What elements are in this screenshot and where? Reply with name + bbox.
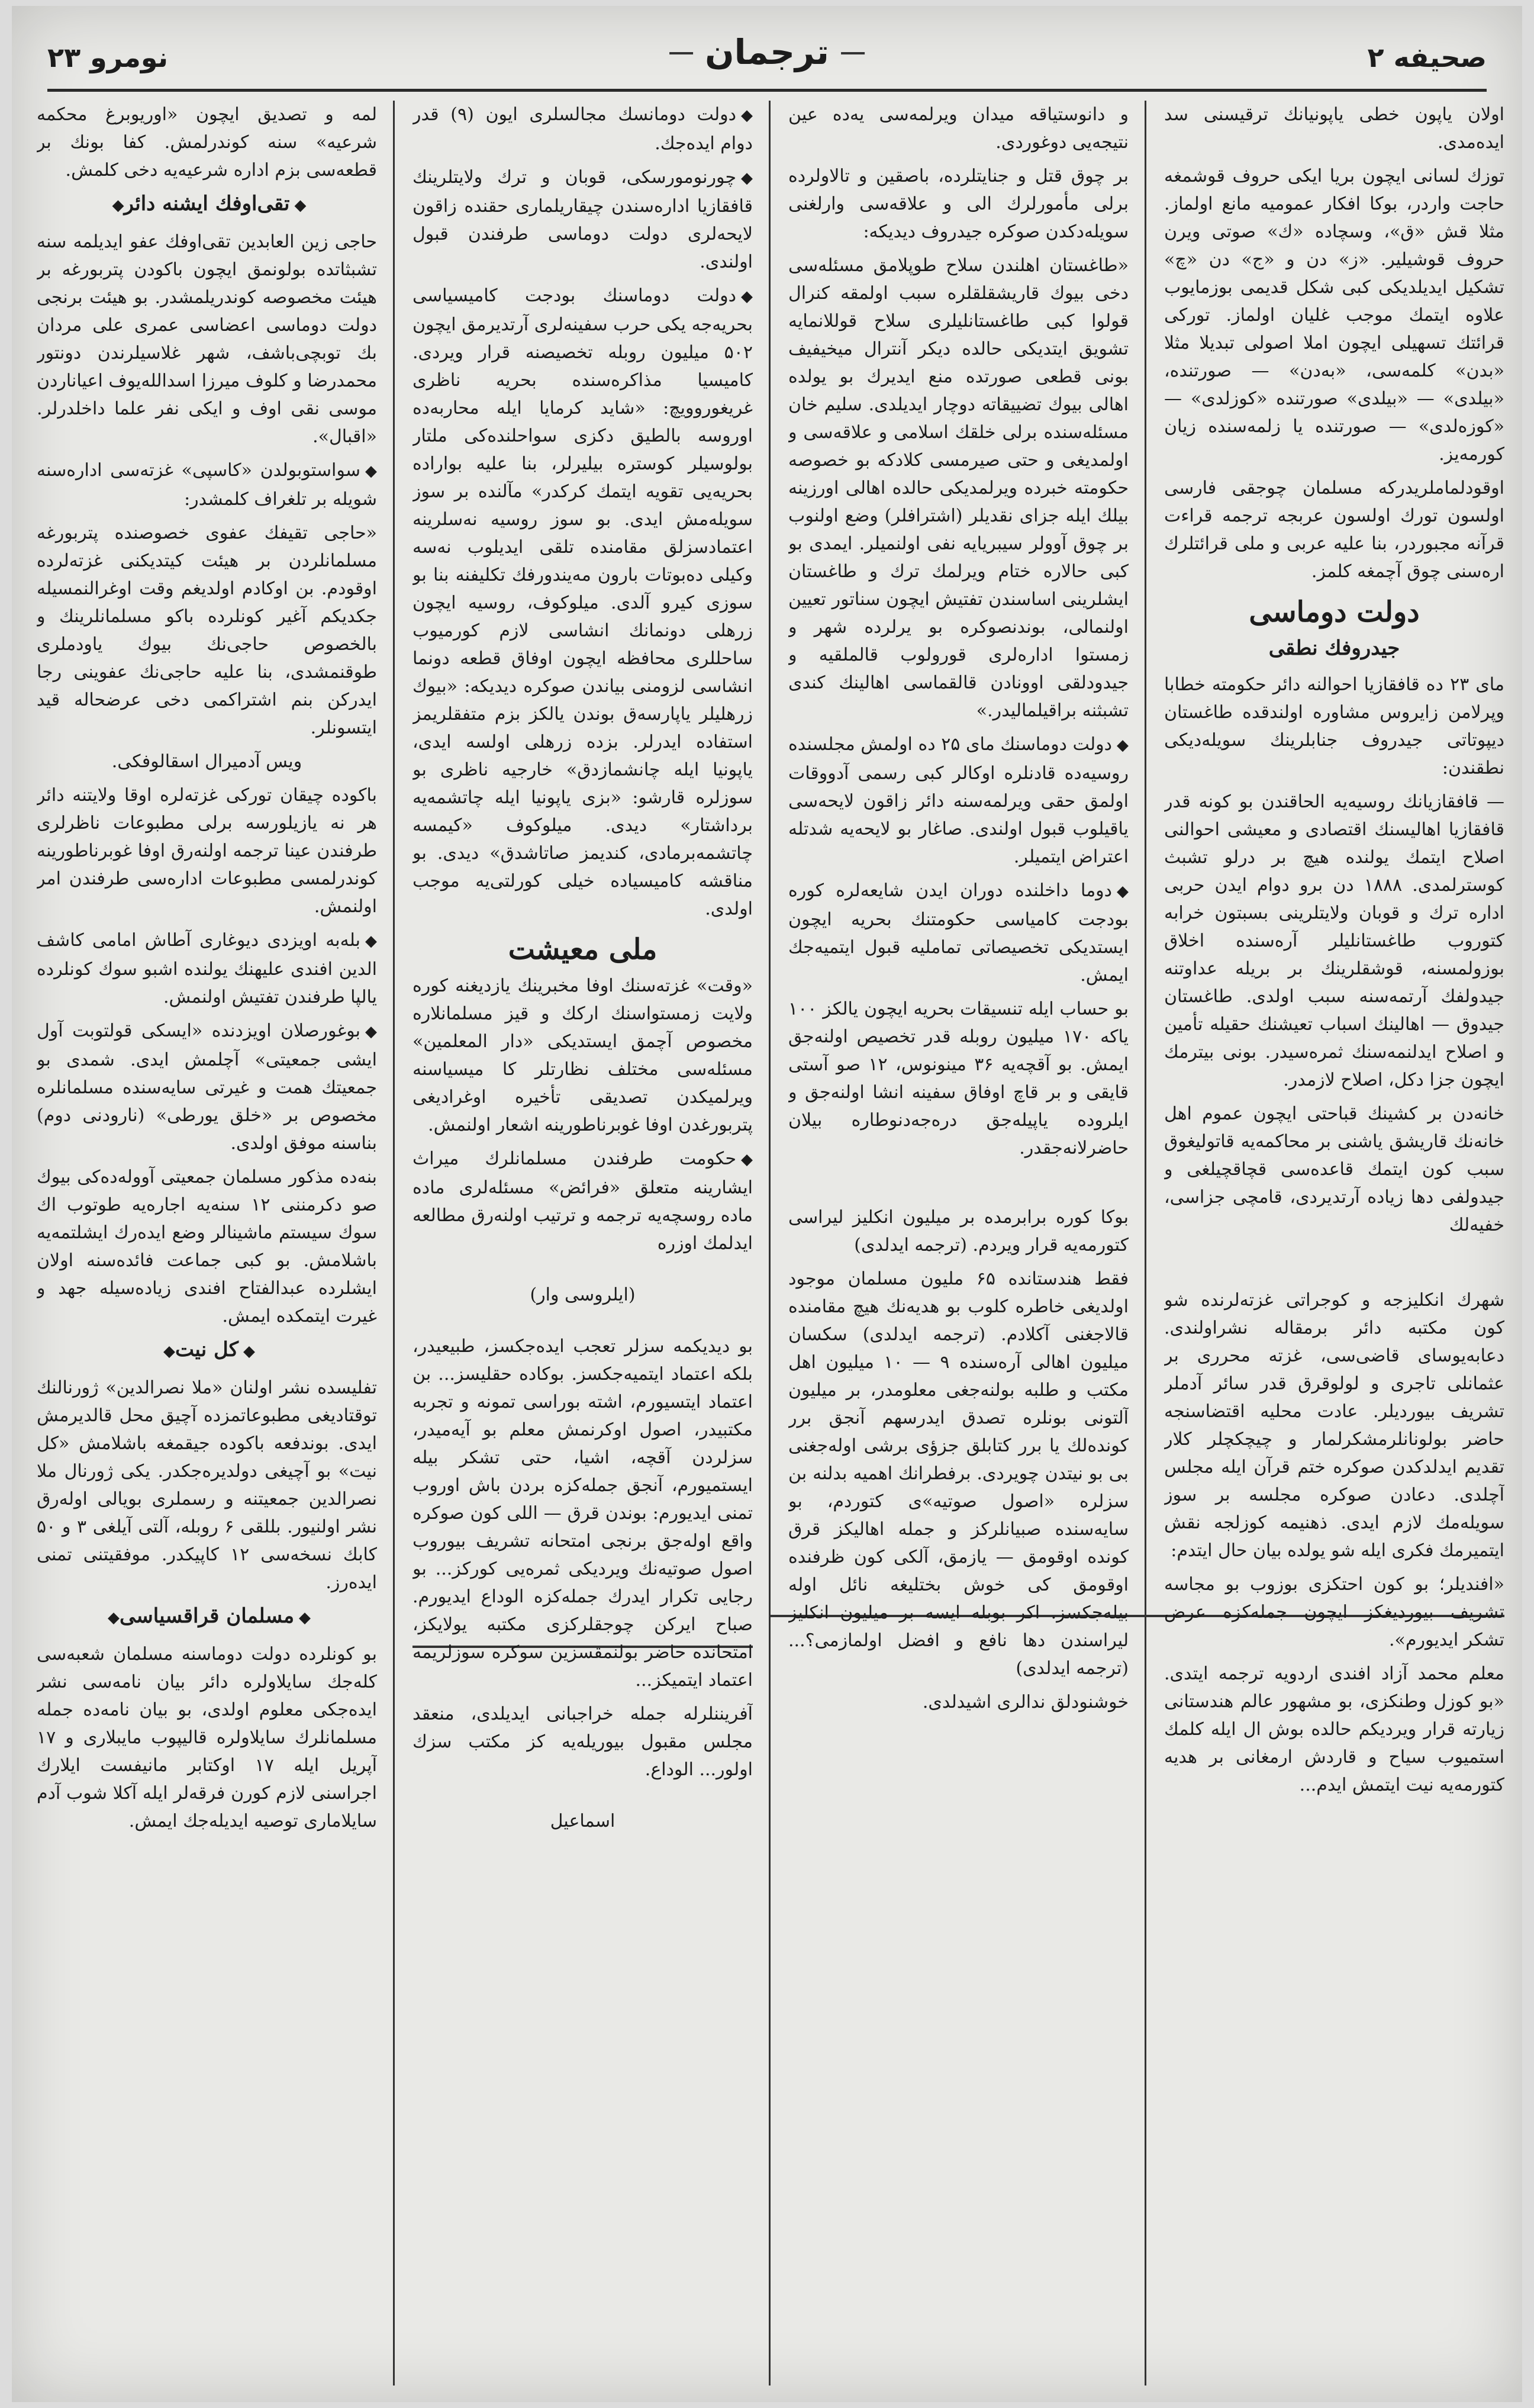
section-subtitle: جیدروفك نطقی	[1268, 636, 1400, 660]
news-item	[37, 456, 377, 513]
issue-number: نومرو ۲۳	[47, 41, 168, 73]
paragraph: بو دیدیکمه سزلر تعجب ایده‌جکسز، طبیعیدر، بلکه اعتماد ایتمیه‌جکسز. بوکاده حقلیسز... بن اعتماد ایتسیورم، اشته بوراسی تمونه و تجربه مکتبیدر، اصول اوکرنمش معلم بو آیه‌میدر، سزلردن آقچه، اشیا، حتی تشکر بیله ایستمیورم، آنجق جمله‌کزه بردن باش اوروب تمنی ایدیورم: بوندن قرق — اللی کون صوکره واقع اوله‌جق برنجی امتحانه تشریف بیوروب اصول صوتیه‌نك ویردیکی ثمرەیی کورکز... بو رجایی تکرار ایدرك جمله‌کزه الوداع ایدیورم. صباح ایرکن چوجقلرکزی مکتبه یولایکز، امتحانده حاضر بولنمقسزین سوکره سوزلریمه اعتماد ایتمیکز...	[412, 1336, 753, 1691]
diamond-bullet-icon: ◆	[1117, 883, 1129, 900]
column-divider	[393, 101, 395, 2386]
quote: «حاجی تقیفك عفوی خصوصنده پتربورغه مسلمانلردن بر هیئت کیتدیکنی غزته‌لرده اوقودم. بن اوکادم اولدیغم وقت اوغرالنمسیله جکدیکم آغیر کونلرده باکو مسلمانلرینك و بالخصوص حاجی‌نك بیوك یاودملری طوقنمشدی، بنا علیه حاجی‌نك عفوینی رجا ایدرکن بنم اشتراکمی دخی عرضحاله قید ایتسونلر.	[37, 523, 377, 738]
paragraph: اولان یاپون خطی یاپونیانك ترقیسنی سد ایدەمدی.	[1164, 104, 1504, 153]
paragraph: «افندیلر؛ بو کون احتکزی بوزوب بو مجاسه تشریف بیوردیغکز ایچون جمله‌کزه عرض تشکر ایدیورم».	[1164, 1574, 1504, 1650]
news-item	[788, 877, 1129, 989]
news-item	[37, 926, 377, 1011]
column-3	[412, 101, 753, 2386]
news-item-text: دولت دومانسك مجالسلری ایون (۹) قدر دوام ایدەجك.	[412, 104, 753, 154]
masthead	[47, 24, 1487, 89]
newspaper-page	[12, 6, 1522, 2402]
news-item-text: سواستوبولدن «کاسپی» غزته‌سی ادارەسنه شویله بر تلغراف کلمشدر:	[37, 460, 377, 510]
diamond-bullet-icon: ◆	[741, 169, 753, 187]
item-heading-text: تقی‌اوفك ایشنه دائر	[124, 192, 290, 215]
news-item	[412, 1145, 753, 1257]
paragraph: بنه‌ده مذکور مسلمان جمعیتی آوولەده‌کی بیوك صو دکرمننی ۱۲ سنه‌یه اجاره‌یه طوتوب اك سوك سیستم ماشینالر وضع ایدەرك ایشلتمەیه باشلامش. بو کبی جماعت فائدەسنه اولان ایشلرده عبدالفتاح افندی زیادەسیله جهد و غیرت ایتمکده ایمش.	[37, 1167, 377, 1327]
column-divider	[1145, 101, 1146, 2386]
item-heading-text: کل نیت	[175, 1338, 239, 1361]
news-item-text: دولت دوماسنك بودجت کامیسیاسی بحریه‌جه یکی حرب سفینه‌لری آرتدیرمق ایچون ۵۰۲ میلیون روبله تخصیصنه قرار ویردی. کامیسیا مذاکرەسنده بحریه ناظری غریغوروویچ: «شاید کرمایا ایله محاربەده اوروسه بالطیق دکزی سواحلنده‌کی ملتار بولوسیلر کوستره بیلیرلر، بنا علیه بواراده بحریه‌یی تقویه ایتمك کرکدر» مآلنده بر سوز سویلەمش ایدی. بو سوز روسیه نەسلرینه اعتمادسزلق مقامنده تلقی ایدیلوب نەسه وکیلی دەبوتات بارون مەیندورفك تکلیفنه بنا بو سوزی کیرو آلدی. میلوکوف، روسیه ایچون زرهلی دونمانك انشاسی لازم کورمیوب ساحللری محافظه ایچون اوفاق قطعه دونما انشاسی لزومنی بیاندن صوکره دیدیکه: «بیوك زرهلیلر یاپارسەق بوندن یالکز بزم متفقلریمز استفاده ایدرلر. بزده زرهلی اولسه ایدی، یاپونیا ایله چانشمازدق» خارجیه ناظری بو سوزلره قارشو: «بزی یاپونیا ایله چاتشمه‌یه برداشتار» دیدی. میلوکوف «کیمسه چاتشمەبرمادی، کندیمز صاتاشدق» دیدی. بو مناقشه کامیسیاده خیلی کورلتی‌یه موجب اولدی.	[412, 285, 753, 919]
news-item	[412, 163, 753, 276]
page-label: صحیفه ۲	[1367, 41, 1487, 73]
paragraph: حاجی زین العابدین تقی‌اوفك عفو ایدیلمه سنه تشبثاتده بولونمق ایچون باکودن پتربورغه بر هیئت مخصوصه کوندریلمشدر. بو هیئت برنجی دولت دوماسی اعضاسی عمری علی مردان بك توبچی‌باشف، شهر غلاسیلرندن دونتور محمدرضا و کلوف میرزا اسدالله‌یوف اعیاناردن موسی نقی اوف و ایکی نفر علما داخلدرلر. «اقبال».	[37, 231, 377, 447]
paragraph: آفریننلرله جمله خراجبانی ایدیلدی، منعقد مجلس مقبول بیوریله‌یه کز مکتب سزك اولور... الوداع.	[412, 1704, 753, 1780]
news-item-text: دوما داخلنده دوران ایدن شایعه‌لره کوره بودجت کامیاسی حکومتنك بحریه ایچون ایستدیکی تخصیصاتی تماملیه قبول ایتمیه‌جك ایمش.	[788, 880, 1129, 986]
paragraph: اوقودلماملریدرکه مسلمان چوجقی فارسی اولسون تورك اولسون عربجه ترجمه قراءت قرآنه مجبوردر، بنا علیه عربی و ملی قرائتلرك ارەسنی چوق آچمغه کلمز.	[1164, 478, 1504, 582]
item-heading-text: مسلمان قراقسیاسی	[119, 1604, 295, 1628]
item-heading	[37, 190, 377, 220]
news-item-text: چورنومورسکی، قوبان و ترك ولایتلرینك قافقازیا ادارەسندن چیقاریلماری حقنده زاقون لایحەلری دولت دوماسی طرفندن قبول اولندی.	[412, 167, 753, 272]
news-item	[788, 730, 1129, 871]
diamond-bullet-icon: ◆	[741, 107, 753, 124]
paragraph: «طاغستان اهلندن سلاح طوپلامق مسئله‌سی دخی بیوك قاریشقلقلره سبب اولمقه کنرال قولوا کبی طاغستانلیلری سلاح قوللانمایه تشویق ایتدیکی حالده دیکر آنترال میخیفیف بونی قطعی صورتده منع ایدیرك بو یولده اهالی بیوك تضییقاتە دوچار ایدیلدی. سلیم خان مسئله‌سنده برلی خلقك اسلامی و علاقه‌سی و اولمدیغی و حتی صیرمسی کلادکه بو خصوصه حکومته خبرده ویرلمدیکی حالده اهالی اورزینه بیلك ایله جزای نقدیلر (اشترافلر) وضع اولنوب بر چوق آوولر سیبریایه نفی اولنمیلر. ایمدی بو کبی حالاره ختام ویرلمك ترك و طاغستان ایشلرینی اساسندن تفتیش ایچون سناتور تعیین اولنمالی، بوندنصوکره بو یرلرده شهر و زمستوا ادارەلری قورولوب قالملقیه و جیدودلقی اوونادن قالقماسی اهالینك کندی تشبثنه براقیلمالیدر.»	[788, 255, 1129, 721]
news-item-text: دولت دوماسنك مای ۲۵ ده اولمش مجلسنده روسیه‌ده قادنلره اوکالر کبی رسمی آدووقات اولمق حقی ویرلمەسنه دائر زاقون لایحه‌سی یاقیلوب قبول اولندی. صاغار بو لایحه‌یه شدتله اعتراض ایتمیلر.	[788, 734, 1129, 867]
paragraph: تفلیسده نشر اولنان «ملا نصرالدین» ژورنالنك توقتادیغی مطبوعاتمزده آچیق محل قالدیرمش ایدی. بوندفعه باکوده جیقمغه باشلامش «کل نیت» بو آچیغی دولدیره‌جکدر. یکی ژورنال ملا نصرالدین جمعیتنه و رسملری بویالی اوله‌رق نشر اولنیور. بللقی ۶ روبله، آلتی آیلغی ۳ و ۵۰ کابك نسخه‌سی ۱۲ کاپیکدر. موفقیتنی تمنی ایدەرز.	[37, 1377, 377, 1593]
diamond-bullet-icon: ◆	[107, 1609, 120, 1627]
paragraph: خوشنودلق ندالری اشیدلدی.	[922, 1692, 1129, 1712]
column-2	[788, 101, 1129, 2386]
diamond-bullet-icon: ◆	[243, 1343, 255, 1360]
continued-note: (ایلروسی وار)	[530, 1285, 636, 1305]
column-divider	[769, 101, 771, 2386]
paragraph: توزك لسانی ایچون بریا ایکی حروف قوشمغه حاجت واردر، بوکا افکار عمومیه مانع اولماز. مثلا قش «ق»، وسچاده «ك» صوتی ویرن حروف قوشیلیر. «ز» دن و «ج» دن «چ» تشکیل ایدیلدیکی کبی شکل قدیمی بوزمایوب علاوه ایتمك موجب غلیان اولماز. تورکی قرائتك تسهیلی ایچون املا اصولی تبدیلا مثلا «بدن» کلمه‌سی، «بەدن» — صورتنده، «بیلدی» — «بیلدی» صورتنده «کوزلدی» — «کوزەلدی» — صورتنده یا زلمەسنده زیان کورمەیز.	[1164, 166, 1504, 465]
news-item	[412, 282, 753, 923]
news-item	[412, 101, 753, 157]
paragraph: خانه‌دن بر کشینك قباحتی ایچون عموم اهل خانه‌نك قاریشق یاشنی بر محاکمه‌یه قاتولیغوق سبب کون ایتمك قاعده‌سی قچاقچیلغی و جیدولفی دها زیاده آرتدیردی، قامچی جزاسی، خفیه‌لك	[1164, 1103, 1504, 1235]
masthead-rule	[47, 89, 1487, 92]
paragraph: بوکا کوره برابرمدە بر میلیون انکلیز لیراسی کتورمەیه قرار ویردم. (ترجمه ایدلدی)	[788, 1207, 1129, 1255]
author-signature: اسماعیل	[550, 1811, 615, 1831]
diamond-bullet-icon: ◆	[365, 462, 377, 480]
paragraph: لمه و تصدیق ایچون «اوریوبرغ محکمه شرعیه» سنه کوندرلمش. کفا بونك بر قطعه‌سی بزم ادارە شرعیه‌یه دخی کلمش.	[37, 104, 377, 181]
paragraph: «وقت» غزته‌سنك اوفا مخبرینك یازدیغنه کوره ولایت زمستواسنك ارکك و قیز مسلمانلاره مخصوص آچمق ایستدیکی «دار المعلمین» مسئله‌سی مختلف نظارتلر کا میسیاسنه ویرلمیکدن تصدیقی تأخیره اوغرادیغی پتربورغدن اوفا غوبرناطورینه اشعار اولنمش.	[412, 976, 753, 1135]
diamond-bullet-icon: ◆	[741, 1151, 753, 1168]
paragraph: بو حساب ایله تنسیقات بحریه ایچون یالکز ۱۰۰ یاکه ۱۷۰ میلیون روبله قدر تخصیص اولنەجق ایمش. بو آقچه‌یه ۳۶ مینونوس، ۱۲ صو آستی قایقی و بر قاچ اوفاق سفینه انشا اولنەجق و ایلروده یاپیله‌جق درەجەدنوطاره بیلان حاضرلانەجقدر.	[788, 999, 1129, 1158]
quote-signature: ویس آدمیرال اسقالوفکی.	[111, 751, 302, 772]
paragraph: بو کونلرده دولت دوماسنه مسلمان شعبه‌سی کله‌جك سایلاولره دائر بیان نامه‌سی نشر ایده‌جکی معلوم اولدی، بو بیان نامه‌ده جمله مسلمانلرك سایلاولره قالیپوب مایبلاری و ۱۷ آپریل ایله ۱۷ اوکتابر مانیفست ایلارك اجراسنی لازم کورن فرقه‌لر ایله آکلا شوب آدم سایلاماری توصیه ایدیلەجك ایمش.	[37, 1644, 377, 1831]
item-heading	[37, 1602, 377, 1632]
newspaper-title: ترجمان	[669, 32, 865, 72]
item-heading	[37, 1336, 377, 1366]
diamond-bullet-icon: ◆	[163, 1343, 176, 1360]
paragraph: معلم محمد آزاد افندی اردویه ترجمه ایتدی. «بو کوزل وطنکزی، بو مشهور عالم هندستانی زیارته قرار ویردیکم حالده بوش ال ایله کلمك استمیوب سیاح و قاردش ارمغانی بر هدیه کتورمه‌یه نیت ایتمش ایدم...	[1164, 1663, 1504, 1795]
news-item-text: بوغورصلان اویزدنده «ایسکی قولتوبت آول ایشی جمعیتی» آچلمش ایدی. شمدی بو جمعیتك همت و غیرتی سایه‌سنده مسلمانلره مخصوص بر «خلق یورطی» (نارودنی دوم) بناسنه موفق اولدی.	[37, 1020, 377, 1154]
paragraph: — قافقازیانك روسیه‌یه الحاقندن بو کونه قدر قافقازیا اهالیسنك اقتصادی و معیشی احوالنی اصلاح ایتمك یولنده هیچ بر درلو تشبث کوسترلمدی. ۱۸۸۸ دن برو دوام ایدن حربی اداره ترك و قوبان ولایتلرینی بسبتون خرابه کتوروب طاغستانلیلر آرەسنده اخلاق بوزولمسنه، قوشقلرینك بر بریله عداوتنه جیدولفك آرتمەسنه سبب اولدی. طاغستان جیدوق — اهالینك اسباب تعیشنك حقیله تأمین و اصلاح ایدلنمەسنك ثمرەسیدر. بونی بیترمك ایچون جزا دکل، اصلاح لازمدر.	[1164, 791, 1504, 1090]
section-title: ملی معیشت	[508, 933, 658, 966]
diamond-bullet-icon: ◆	[294, 197, 307, 214]
paragraph: باکوده چیقان تورکی غزته‌لره اوقا ولایتنه دائر هر نه یازیلورسه برلی مطبوعات ناظرلری طرفندن عینا ترجمه اولنه‌رق اوفا غوبرناطورینه کوندرلمسی مطبوعات ادارەسی طرفندن امر اولنمش.	[37, 785, 377, 917]
news-item-text: حکومت طرفندن مسلمانلرك میراث ایشارینه متعلق «فرائض» مسئله‌لری ماده ماده روسچه‌یه ترجمه و ترتیب اولنه‌رق مطالعه ایدلمك اوزره	[412, 1148, 753, 1254]
diamond-bullet-icon: ◆	[299, 1609, 311, 1627]
news-item-text: بلەبه اویزدی دیوغاری آطاش امامی کاشف الدین افندی علیهنك یولنده اشبو سوك کونلرده یالپا طرفندن تفتیش اولنمش.	[37, 930, 377, 1007]
column-1	[1164, 101, 1504, 2386]
paragraph: بر چوق قتل و جنایتلرده، باصقین و تالاولرده برلی مأمورلرك الی و علاقه‌سی وارلغنی سویلەدکدن صوکره جیدروف دیدیکه:	[788, 166, 1129, 242]
news-item	[37, 1017, 377, 1157]
diamond-bullet-icon: ◆	[741, 288, 753, 305]
paragraph: فقط هندستانده ۶۵ ملیون مسلمان موجود اولدیغی خاطره کلوب بو هدیه‌نك هیچ مقامنده قالاجغنی آکلادم. (ترجمه ایدلدی) سکسان میلیون اهالی آره‌سنده ۹ — ۱۰ میلیون اهل مکتب و طلبه بولنەجغی معلومدر، بر میلیون آلتونی بونلره تصدق ایدرسهم آنجق برر کوندەلك یا برر کتابلق جزؤی برشی اولەجغنی بی بو نیتدن چویردی. برفطرانك اهمیه بدلنه بن سزلره «اصول صوتیه»ی کتوردم، بو سایه‌سنده صبیانلرکز و جمله اهالیکز قرق کونده اوقومق — یازمق، آلکی کون ظرفنده اوقومق کی خوش بختلیغه نائل اوله بیله‌جکسز. اکر بوبله ایسه بر میلیون انکلیز لیراسندن دها نافع و افضل اولمازمی؟... (ترجمه ایدلدی)	[788, 1269, 1129, 1679]
diamond-bullet-icon: ◆	[112, 197, 124, 214]
paragraph: شهرك انکلیزجه و کوجراتی غزته‌لرنده شو کون مکتبه دائر برمقاله نشراولندی. دعابه‌یوسای قاضی‌سی، غزته محرری بر عثمانلی تاجری و لولوقرق قدر سائر آدملر تشریف بیوردیلر. عادت محلیه اقتضاسنجه حاضر بولونانلرمشکرلمار و چیچکچلر کلار تقدیم ایدلدکدن صوکره ختم قرآن ایله مجلس آچلدی. دعادن صوکره مجلسه بر سوز سویلەمك لازم ایدی. ذهنیمە کوزلجه نقش ایتمیرمك فکری ایله شو یولده بیان حال ایتدم:	[1164, 1290, 1504, 1561]
column-4	[37, 101, 377, 2386]
paragraph: و دانوستیاقه میدان ویرلمەسی یەده عین نتیجەیی دوغوردی.	[788, 104, 1129, 153]
section-title: دولت دوماسی	[1249, 595, 1420, 629]
diamond-bullet-icon: ◆	[365, 1023, 377, 1041]
diamond-bullet-icon: ◆	[1117, 736, 1129, 754]
paragraph: مای ۲۳ ده قافقازیا احوالنه دائر حکومته خطابا وپرلامن زایروس مشاوره اولندقده طاغستان دیپوتاتی جیدروف جنابلرینك سویلەدیکی نطقندن:	[1164, 674, 1504, 778]
diamond-bullet-icon: ◆	[365, 932, 377, 950]
